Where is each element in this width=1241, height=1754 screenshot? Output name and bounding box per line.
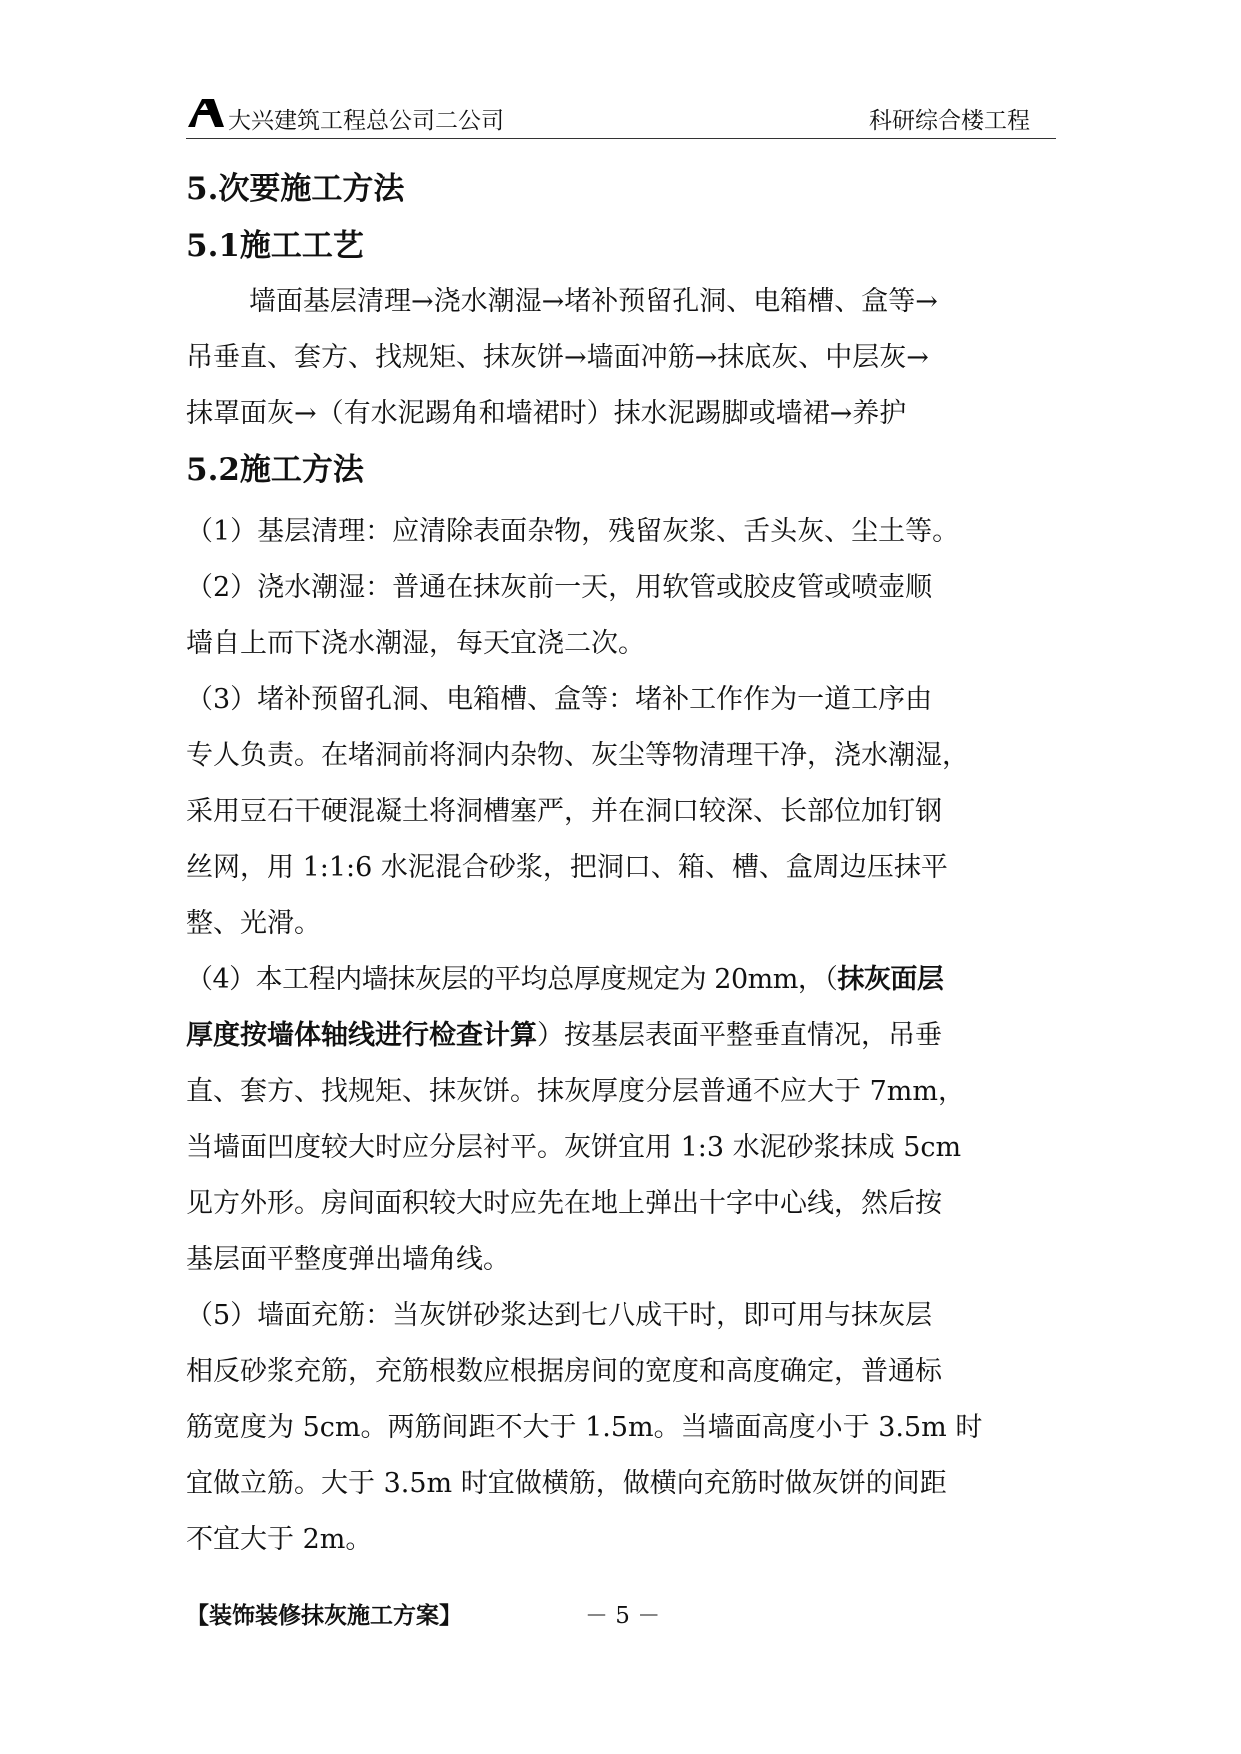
item-5-line: 宜做立筋。大于 3.5m 时宜做横筋，做横向充筋时做灰饼的间距 (186, 1468, 947, 1499)
page-header (186, 92, 1056, 139)
item-2-line: 墙自上而下浇水潮湿，每天宜浇二次。 (186, 628, 645, 659)
item-3-line: 整、光滑。 (186, 908, 321, 939)
item-4-emphasis: 厚度按墙体轴线进行检查计算 (186, 1020, 537, 1051)
item-4-emphasis: 抹灰面层 (837, 964, 944, 995)
company-logo-icon (186, 98, 226, 128)
item-5-line: 不宜大于 2m。 (186, 1524, 373, 1555)
item-4-line (186, 1008, 1056, 1064)
item-4-text: （4）本工程内墙抹灰层的平均总厚度规定为 20mm，（ (186, 964, 838, 995)
section-title: 5.次要施工方法 (186, 171, 405, 207)
item-1-line: （1）基层清理：应清除表面杂物，残留灰浆、舌头灰、尘土等。 (186, 516, 960, 547)
item-4-line: 见方外形。房间面积较大时应先在地上弹出十字中心线，然后按 (186, 1188, 942, 1219)
item-4-line (186, 952, 1056, 1008)
item-5-line: 相反砂浆充筋，充筋根数应根据房间的宽度和高度确定，普通标 (186, 1356, 942, 1387)
project-name: 科研综合楼工程 (869, 108, 1030, 134)
item-5-line: （5）墙面充筋：当灰饼砂浆达到七八成干时，即可用与抹灰层 (186, 1300, 933, 1331)
item-5-line: 筋宽度为 5cm。两筋间距不大于 1.5m。当墙面高度小于 3.5m 时 (186, 1412, 983, 1443)
item-4-line: 当墙面凹度较大时应分层衬平。灰饼宜用 1:3 水泥砂浆抹成 5cm (186, 1132, 962, 1163)
page-number: － 5 － (585, 1603, 661, 1629)
subsection-title-method: 5.2施工方法 (186, 452, 364, 488)
item-3-line: 专人负责。在堵洞前将洞内杂物、灰尘等物清理干净，浇水潮湿， (186, 740, 969, 771)
document-body (186, 160, 1056, 1568)
item-4-line: 基层面平整度弹出墙角线。 (186, 1244, 510, 1275)
process-line: 吊垂直、套方、找规矩、抹灰饼→墙面冲筋→抹底灰、中层灰→ (186, 342, 929, 373)
process-line: 墙面基层清理→浇水潮湿→堵补预留孔洞、电箱槽、盒等→ (249, 286, 938, 317)
document-title: 【装饰装修抹灰施工方案】 (186, 1602, 462, 1629)
item-3-line: 丝网，用 1:1:6 水泥混合砂浆，把洞口、箱、槽、盒周边压抹平 (186, 852, 948, 883)
item-2-line: （2）浇水潮湿：普通在抹灰前一天，用软管或胶皮管或喷壶顺 (186, 572, 933, 603)
subsection-title-process: 5.1施工工艺 (186, 228, 364, 264)
item-3-line: 采用豆石干硬混凝土将洞槽塞严，并在洞口较深、长部位加钉钢 (186, 796, 942, 827)
company-name: 大兴建筑工程总公司二公司 (228, 108, 504, 134)
process-line: 抹罩面灰→（有水泥踢角和墙裙时）抹水泥踢脚或墙裙→养护 (186, 398, 907, 429)
item-3-line: （3）堵补预留孔洞、电箱槽、盒等：堵补工作作为一道工序由 (186, 684, 933, 715)
item-4-line: 直、套方、找规矩、抹灰饼。抹灰厚度分层普通不应大于 7mm， (186, 1076, 965, 1107)
item-4-text: ）按基层表面平整垂直情况，吊垂 (537, 1020, 942, 1051)
